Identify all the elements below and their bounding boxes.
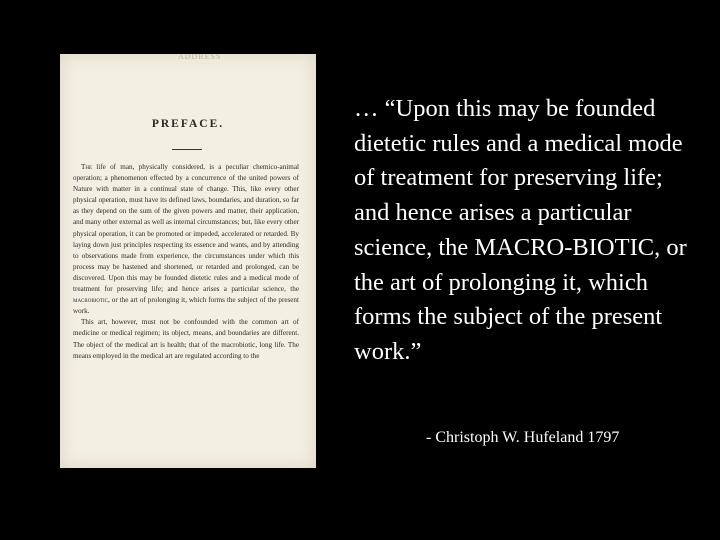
page-title: PREFACE. [151,118,225,130]
lead-word: The [81,163,93,171]
macrobiotic-term: macrobiotic [73,296,109,305]
book-page-scan [60,54,316,468]
quote-text: … “Upon this may be founded dietetic rules and a medical mode of treatment for preserving life; and hence arises a particular science, the MACRO-BIOTIC, or the art of prolonging it, which forms the subject of the present work.” [354,95,687,365]
body-after-term: , or the art of prolonging it, which forms the subject of the present work. [73,296,299,316]
second-paragraph: This art, however, must not be confounded with the common art of medicine or medical regimen; its object, means, and boundaries are different. The object of the medical art is health; that of the macrobiotic, long life. The means employed in the medical art are regulated according to the [73,318,299,360]
quote-attribution: - Christoph W. Hufeland 1797 [426,429,620,446]
page-body [73,162,299,362]
body-before-term: life of man, physically considered, is a peculiar chemico-animal operation; a phenomenon effected by a concurrence of the united powers of Nature with matter in a continual state of change. This, like every other physical operation, must have its defined laws, boundaries, and duration, so far as they depend on the sum of the given powers and matter, their application, and many other external as well as internal circumstances; but, like every other physical operation, it can be promoted or impeded, accelerated or retarded. By laying down just principles respecting its essence and wants, and by attending to observations made from experience, the circumstances under which this process may be hastened and shortened, or retarded and prolonged, can be discovered. Upon this may be founded dietetic rules and a medical mode of treatment for preserving life; and hence arises a particular science, the [73,163,299,294]
title-rule [172,149,202,150]
page-header: ADDRESS [178,54,222,61]
